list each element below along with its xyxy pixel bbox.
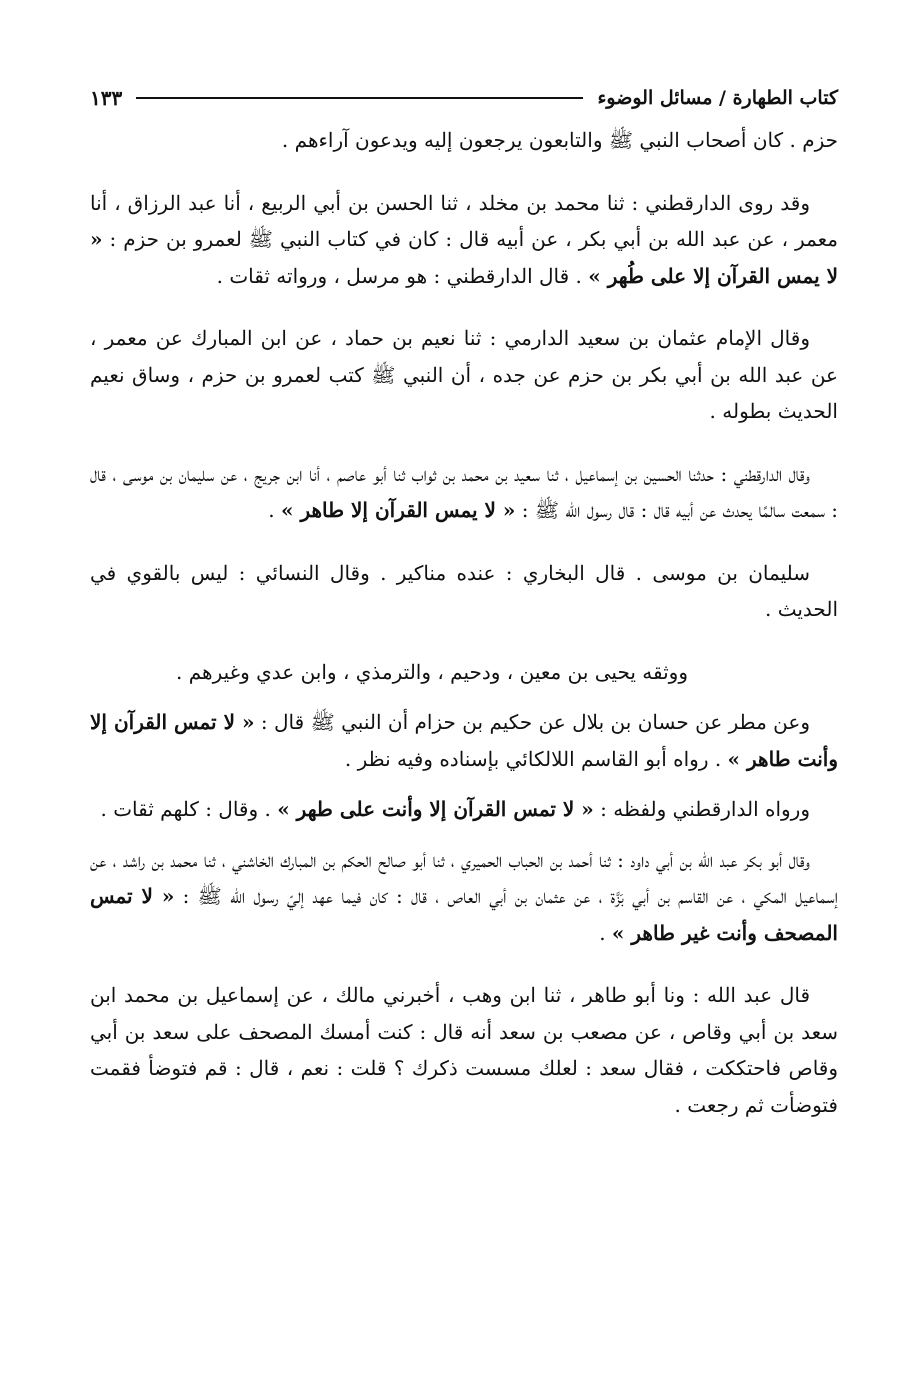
text-run: . وقال : كلهم ثقات .	[100, 797, 278, 821]
text-run: وعن مطر عن حسان بن بلال عن حكيم بن حزام أن النبي ﷺ قال :	[254, 710, 810, 734]
paragraph-7	[90, 704, 838, 777]
hadith-quote: « لا تمس المصحف وأنت غير طاهر »	[90, 884, 838, 945]
text-run: .	[599, 920, 612, 945]
running-header	[90, 78, 838, 118]
hadith-quote: « لا يمس القرآن إلا طاهر »	[281, 498, 516, 522]
book-page	[90, 78, 838, 1123]
paragraph-6	[90, 654, 838, 691]
text-run: سليمان بن موسى . قال البخاري : عنده مناكير . وقال النسائي : ليس بالقوي في الحديث .	[90, 560, 838, 621]
text-run: حزم . كان أصحاب النبي ﷺ والتابعون يرجعون إليه ويدعون آراءهم .	[281, 128, 838, 152]
text-run: وقال الإمام عثمان بن سعيد الدارمي : ثنا نعيم بن حماد ، عن ابن المبارك عن معمر ، عن عبد الله بن أبي بكر بن حزم عن جده ، أن النبي ﷺ كتب لعمرو بن حزم ، وساق نعيم الحديث بطوله .	[90, 326, 838, 423]
page-number: ١٣٣	[90, 86, 123, 110]
paragraph-3	[90, 320, 838, 430]
paragraph-2	[90, 185, 838, 295]
header-rule	[136, 97, 583, 99]
text-run: ورواه الدارقطني ولفظه :	[593, 797, 810, 821]
text-run: .	[268, 498, 281, 522]
text-run: . قال الدارقطني : هو مرسل ، ورواته ثقات .	[216, 263, 589, 288]
text-run: ووثقه يحيى بن معين ، ودحيم ، والترمذي ، وابن عدي وغيرهم .	[176, 659, 688, 684]
hadith-quote: « لا يمس القرآن إلا على طُهر »	[90, 227, 838, 288]
hadith-quote: « لا تمس القرآن إلا وأنت على طهر »	[277, 797, 594, 821]
text-run: وقال أبو بكر عبد الله بن أبي داود : ثنا أحمد بن الحباب الحميري ، ثنا أبو صالح الحكم بن المبارك الخاشني ، ثنا محمد بن راشد ، عن إسماعيل المكي ، عن القاسم بن أبي بَزَّة ، عن عثمان بن أبي العاص ، قال : كان فيما عهد إليّ رسول الله ﷺ :	[90, 847, 838, 908]
paragraph-9	[90, 842, 838, 952]
paragraph-8	[90, 791, 838, 828]
text-run: . رواه أبو القاسم اللالكائي بإسناده وفيه نظر .	[344, 746, 728, 771]
text-run: قال عبد الله : ونا أبو طاهر ، ثنا ابن وهب ، أخبرني مالك ، عن إسماعيل بن محمد ابن سعد بن أبي وقاص ، عن مصعب بن سعد أنه قال : كنت أمسك المصحف على سعد بن أبي وقاص فاحتككت ، فقال سعد : لعلك مسست ذكرك ؟ قلت : نعم ، قال : قم فتوضأ فقمت فتوضأت ثم رجعت .	[90, 983, 838, 1117]
page-body	[90, 122, 838, 1123]
paragraph-5	[90, 555, 838, 628]
text-run: وقال الدارقطني : حدثنا الحسين بن إسماعيل ، ثنا سعيد بن محمد بن ثواب ثنا أبو عاصم ، أنا ابن جريج ، عن سليمان بن موسى ، قال : سمعت سالمًا يحدث عن أبيه قال : قال رسول الله ﷺ :	[90, 461, 838, 522]
chapter-title: كتاب الطهارة / مسائل الوضوء	[597, 87, 838, 109]
hadith-quote: « لا تمس القرآن إلا وأنت طاهر »	[90, 710, 838, 771]
paragraph-10	[90, 977, 838, 1123]
paragraph-1	[90, 122, 838, 159]
text-run: وقد روى الدارقطني : ثنا محمد بن مخلد ، ثنا الحسن بن أبي الربيع ، أنا عبد الرزاق ، أنا معمر ، عن عبد الله بن أبي بكر ، عن أبيه قال : كان في كتاب النبي ﷺ لعمرو بن حزم :	[90, 190, 838, 251]
paragraph-4	[90, 456, 838, 529]
